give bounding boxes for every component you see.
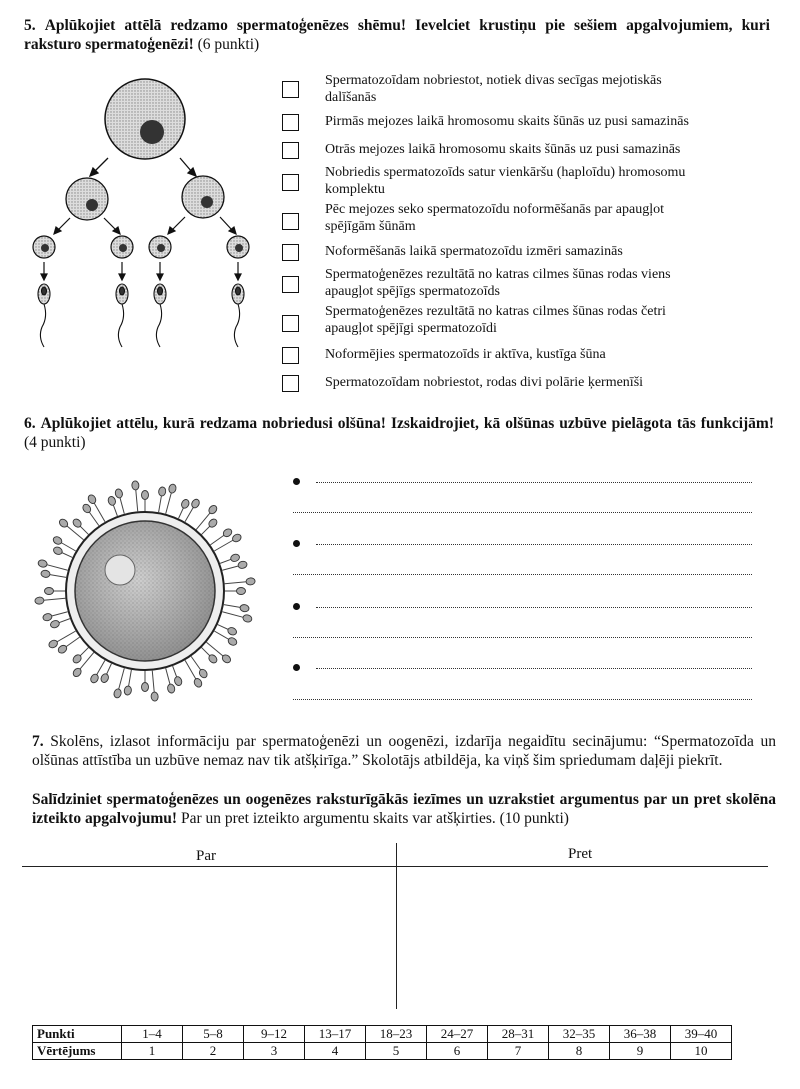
- follicle-cell: [89, 673, 100, 684]
- range-cell: 9–12: [244, 1026, 305, 1043]
- range-cell: 24–27: [427, 1026, 488, 1043]
- checkbox[interactable]: [282, 315, 299, 332]
- follicle-cell: [40, 570, 50, 578]
- range-cell: 5–8: [183, 1026, 244, 1043]
- spermatids: [33, 236, 249, 258]
- checkbox[interactable]: [282, 244, 299, 261]
- grade-cell: 10: [671, 1043, 732, 1060]
- follicle-cell: [113, 688, 122, 699]
- bullet: [293, 540, 300, 547]
- range-cell: 18–23: [366, 1026, 427, 1043]
- answer-line[interactable]: [293, 699, 752, 700]
- follicle-cell: [222, 527, 233, 538]
- bullet: [293, 603, 300, 610]
- follicle-cell: [237, 560, 248, 569]
- follicle-cell: [242, 614, 253, 623]
- checkbox[interactable]: [282, 375, 299, 392]
- q5-options: [325, 72, 785, 402]
- range-cell: 36–38: [610, 1026, 671, 1043]
- option-text: Otrās mejozes laikā hromosomu skaits šūnās uz pusi samazinās: [325, 142, 681, 157]
- follicle-cell: [114, 488, 123, 499]
- q6-points: (4 punkti): [24, 434, 86, 451]
- checkbox[interactable]: [282, 142, 299, 159]
- option-text: Pirmās mejozes laikā hromosomu skaits šūnās uz pusi samazinās: [325, 114, 689, 129]
- follicle-cell: [158, 486, 166, 496]
- q5-option-6: [325, 243, 785, 260]
- secondary-spermatocytes: [66, 176, 224, 220]
- q5-option-3: [325, 141, 785, 158]
- follicle-cell: [230, 553, 241, 563]
- follicle-cell: [100, 673, 110, 684]
- range-cell: 28–31: [488, 1026, 549, 1043]
- follicle-cell: [190, 498, 201, 509]
- score-row-points: [33, 1026, 732, 1043]
- grade-cell: 4: [305, 1043, 366, 1060]
- q7-number: 7.: [32, 733, 44, 750]
- checkbox[interactable]: [282, 81, 299, 98]
- answer-line[interactable]: [293, 637, 752, 638]
- follicle-cell: [180, 498, 190, 509]
- follicle-cell: [107, 495, 117, 506]
- grade-cell: 7: [488, 1043, 549, 1060]
- grade-cell: 1: [122, 1043, 183, 1060]
- follicle-cell: [124, 685, 132, 695]
- follicle-cell: [173, 676, 183, 687]
- option-text: Spermatozoīdam nobriestot, rodas divi polārie ķermenīši: [325, 375, 644, 390]
- q5-points: (6 punkti): [197, 36, 260, 53]
- q5-option-1: [325, 72, 785, 106]
- answer-line[interactable]: [316, 668, 752, 669]
- follicle-cell: [227, 636, 238, 647]
- score-table: [32, 1025, 732, 1060]
- row-label: Punkti: [33, 1026, 122, 1043]
- follicle-cell: [231, 533, 242, 544]
- checkbox[interactable]: [282, 213, 299, 230]
- follicle-cell: [35, 597, 45, 605]
- column-header-for: Par: [196, 848, 216, 864]
- t-chart-vertical-line: [396, 843, 397, 1009]
- option-text-cont: apaugļot spējīgi spermatozoīdi: [325, 321, 497, 336]
- follicle-cell: [42, 613, 53, 622]
- nucleus: [105, 555, 135, 585]
- q6-number: 6.: [24, 415, 36, 432]
- follicle-cell: [81, 503, 92, 514]
- q7-intro: [32, 732, 776, 770]
- follicle-cell: [52, 546, 63, 556]
- bullet: [293, 478, 300, 485]
- option-text: Pēc mejozes seko spermatozoīdu noformēšanās par apaugļot: [325, 202, 665, 217]
- answer-line[interactable]: [316, 482, 752, 483]
- column-header-against: Pret: [568, 846, 593, 862]
- follicle-cell: [237, 588, 246, 595]
- follicle-cell: [168, 483, 177, 494]
- range-cell: 1–4: [122, 1026, 183, 1043]
- q7-intro-text: Skolēns, izlasot informāciju par spermatoģenēzi un oogenēzi, izdarīja negaidītu secinājumu: “Spermatozoīda un olšūnas attīstība un uzbūve nemaz nav tik atšķirīga.” Skolotājs atbildēja, ka viņš šim spriedumam daļēji piekrīt.: [32, 733, 776, 769]
- bullet: [293, 664, 300, 671]
- score-row-grade: [33, 1043, 732, 1060]
- q6-heading: [24, 414, 774, 452]
- q6-title: Aplūkojiet attēlu, kurā redzama nobriedusi olšūna! Izskaidrojiet, kā olšūnas uzbūve pielāgota tās funkcijām!: [40, 415, 774, 432]
- option-text: Spermatoģenēzes rezultātā no katras cilmes šūnas rodas četri: [325, 304, 666, 319]
- q5-title: Aplūkojiet attēlā redzamo spermatoģenēzes shēmu! Ievelciet krustiņu pie sešiem apgalvojumiem, kuri raksturo spermatoģenēzi!: [24, 17, 770, 53]
- q5-number: 5.: [24, 17, 36, 34]
- follicle-cell: [49, 619, 60, 629]
- q5-option-9: [325, 346, 785, 363]
- q7-task-bold: Salīdziniet spermatoģenēzes un oogenēzes raksturīgākās iezīmes un uzrakstiet argumentus par un pret skolēna izteikto apgalvojumu!: [32, 791, 776, 827]
- follicle-cell: [246, 577, 256, 585]
- t-chart-horizontal-line: [22, 866, 768, 867]
- range-cell: 32–35: [549, 1026, 610, 1043]
- follicle-cell: [227, 626, 238, 636]
- answer-line[interactable]: [316, 607, 752, 608]
- option-text: Spermatozoīdam nobriestot, notiek divas secīgas mejotiskās: [325, 73, 662, 88]
- follicle-cell: [45, 588, 54, 595]
- follicle-cell: [52, 535, 63, 546]
- egg-cell-illustration: [28, 478, 262, 708]
- q5-option-8: [325, 303, 785, 337]
- follicle-cell: [198, 668, 209, 679]
- follicle-cell: [142, 491, 149, 500]
- checkbox[interactable]: [282, 276, 299, 293]
- q5-option-10: [325, 374, 785, 391]
- answer-line[interactable]: [293, 574, 752, 575]
- q5-heading: [24, 16, 770, 54]
- q5-option-2: [325, 113, 785, 130]
- option-text: Spermatoģenēzes rezultātā no katras cilmes šūnas rodas viens: [325, 267, 671, 282]
- grade-cell: 6: [427, 1043, 488, 1060]
- grade-cell: 5: [366, 1043, 427, 1060]
- follicle-cell: [239, 604, 249, 612]
- grade-cell: 3: [244, 1043, 305, 1060]
- q5-option-5: [325, 201, 785, 235]
- option-text-cont: apaugļot spējīgs spermatozoīds: [325, 284, 500, 299]
- q5-option-4: [325, 164, 785, 198]
- follicle-cell: [57, 644, 68, 655]
- checkbox[interactable]: [282, 174, 299, 191]
- row-label: Vērtējums: [33, 1043, 122, 1060]
- follicle-cell: [142, 683, 149, 692]
- option-text-cont: komplektu: [325, 182, 385, 197]
- checkbox[interactable]: [282, 347, 299, 364]
- range-cell: 39–40: [671, 1026, 732, 1043]
- grade-cell: 8: [549, 1043, 610, 1060]
- answer-line[interactable]: [316, 544, 752, 545]
- spermatogenesis-diagram: [20, 72, 270, 362]
- option-text-cont: spējīgām šūnām: [325, 219, 416, 234]
- grade-cell: 2: [183, 1043, 244, 1060]
- checkbox[interactable]: [282, 114, 299, 131]
- range-cell: 13–17: [305, 1026, 366, 1043]
- q7-task-tail: Par un pret izteikto argumentu skaits var atšķirties. (10 punkti): [180, 810, 569, 827]
- follicle-cell: [167, 683, 176, 694]
- follicle-cell: [37, 559, 48, 568]
- option-text: Nobriedis spermatozoīds satur vienkāršu (haploīdu) hromosomu: [325, 165, 686, 180]
- follicle-cell: [193, 677, 204, 688]
- answer-line[interactable]: [293, 512, 752, 513]
- follicle-cell: [87, 494, 98, 505]
- primary-spermatocyte: [105, 79, 185, 159]
- grade-cell: 9: [610, 1043, 671, 1060]
- option-text-cont: dalīšanās: [325, 90, 377, 105]
- q5-option-7: [325, 266, 785, 300]
- spermatozoa: [38, 284, 244, 347]
- option-text: Noformējies spermatozoīds ir aktīva, kustīga šūna: [325, 347, 606, 362]
- follicle-cell: [151, 692, 159, 702]
- q7-task: [32, 790, 776, 828]
- follicle-cell: [48, 639, 59, 650]
- follicle-cell: [131, 481, 139, 491]
- option-text: Noformēšanās laikā spermatozoīdu izmēri samazinās: [325, 244, 623, 259]
